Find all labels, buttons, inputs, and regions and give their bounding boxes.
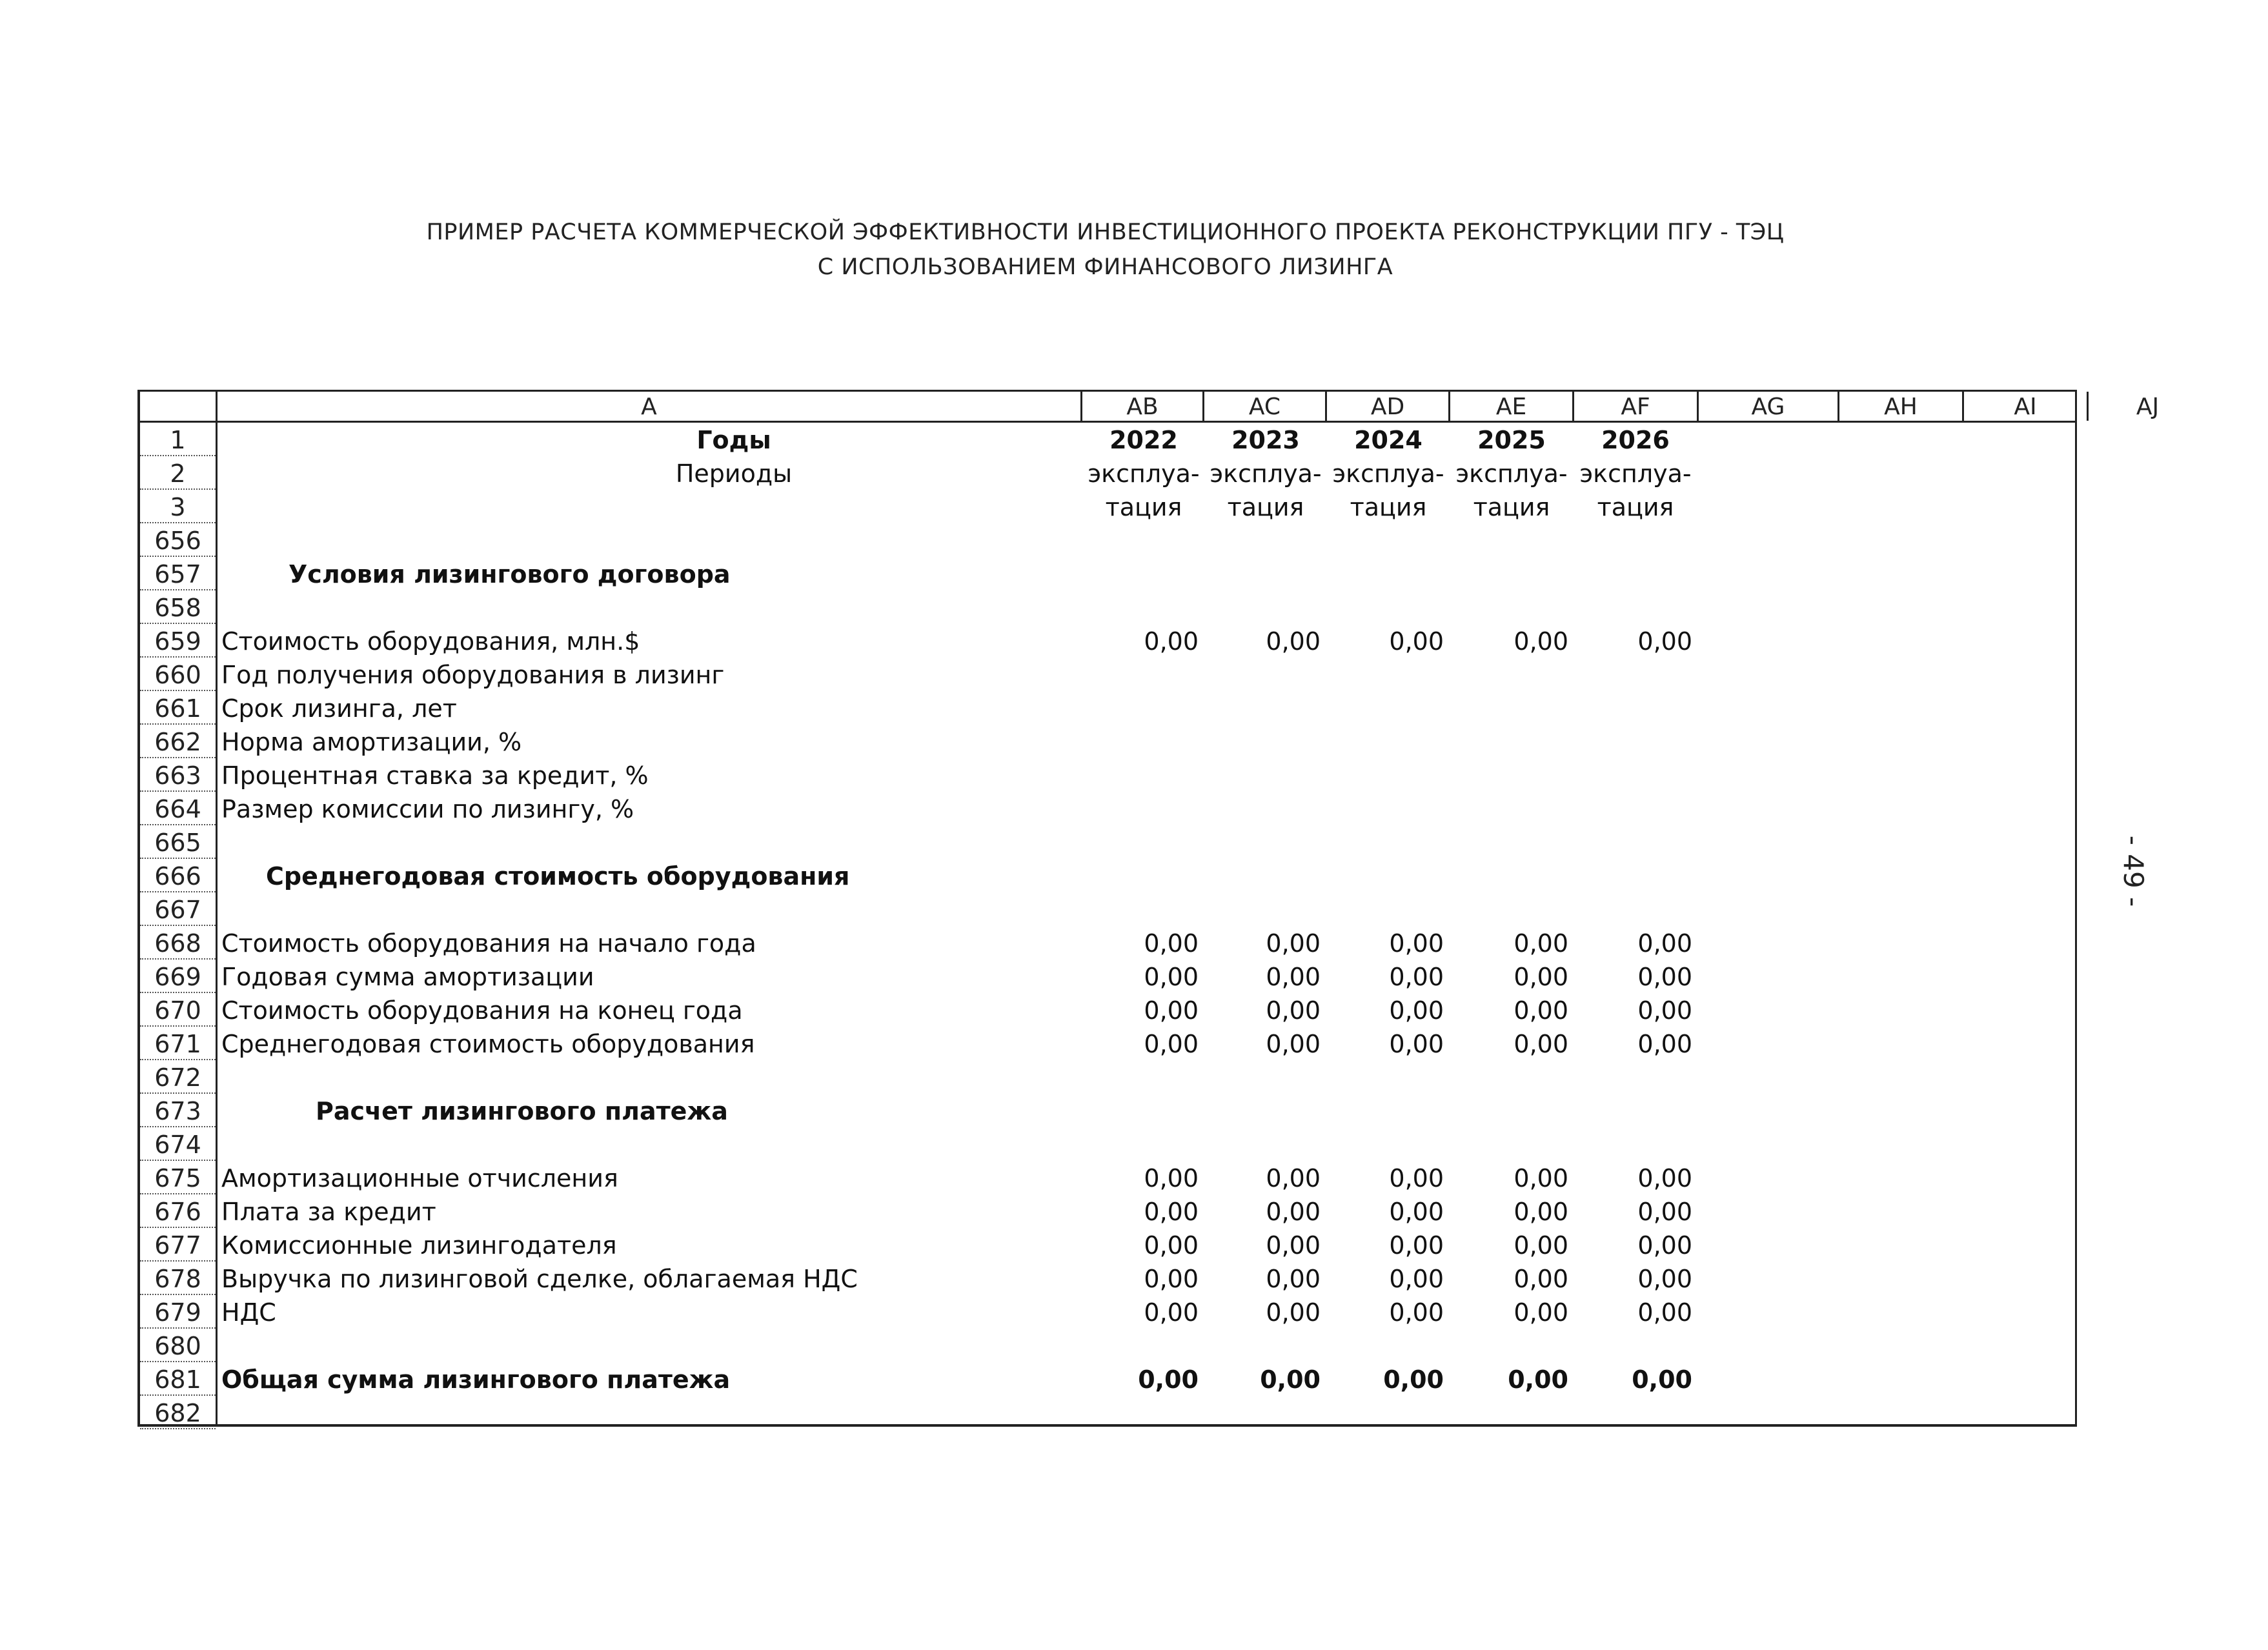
row-number[interactable]: 656 — [140, 523, 216, 557]
total-value-cell[interactable]: 0,00 — [1383, 1365, 1444, 1394]
section-heading-payment: Расчет лизингового платежа — [316, 1097, 728, 1125]
row-number[interactable]: 666 — [140, 859, 216, 892]
document-title — [0, 215, 2211, 285]
row-number[interactable]: 677 — [140, 1228, 216, 1262]
row-number[interactable]: 681 — [140, 1362, 216, 1396]
row-number[interactable]: 662 — [140, 725, 216, 758]
row-number[interactable]: 661 — [140, 691, 216, 725]
row-label: Выручка по лизинговой сделке, облагаемая НДС — [221, 1265, 858, 1293]
row-number[interactable]: 668 — [140, 926, 216, 960]
value-cell[interactable]: 0,00 — [1514, 1164, 1568, 1192]
total-value-cell[interactable]: 0,00 — [1138, 1365, 1199, 1394]
column-header-row — [140, 392, 2160, 423]
row-label: Норма амортизации, % — [221, 728, 522, 756]
column-header-aj[interactable]: AJ — [2136, 394, 2160, 420]
period-line1: эксплуа- — [1210, 459, 1322, 488]
value-cell[interactable]: 0,00 — [1637, 996, 1692, 1025]
value-cell[interactable]: 0,00 — [1637, 929, 1692, 958]
row-number[interactable]: 657 — [140, 557, 216, 590]
row-number[interactable]: 676 — [140, 1194, 216, 1228]
row-number[interactable]: 678 — [140, 1262, 216, 1295]
row-number[interactable]: 664 — [140, 792, 216, 825]
row-label: Стоимость оборудования на начало года — [221, 929, 756, 958]
row-label: Размер комиссии по лизингу, % — [221, 795, 634, 823]
value-cell[interactable]: 0,00 — [1266, 1231, 1321, 1260]
row-number[interactable]: 670 — [140, 993, 216, 1027]
column-header-ai[interactable]: AI — [1964, 392, 2089, 421]
row-number[interactable]: 680 — [140, 1329, 216, 1362]
row-number[interactable]: 665 — [140, 825, 216, 859]
value-cell[interactable]: 0,00 — [1144, 929, 1199, 958]
year-2022: 2022 — [1109, 426, 1178, 454]
period-line1: эксплуа- — [1455, 459, 1568, 488]
column-header-a[interactable]: A — [218, 392, 1082, 421]
value-cell[interactable]: 0,00 — [1514, 963, 1568, 991]
value-cell[interactable]: 0,00 — [1389, 1265, 1444, 1293]
row-number-column — [140, 423, 218, 1427]
value-cell[interactable]: 0,00 — [1144, 1265, 1199, 1293]
row-number[interactable]: 3 — [140, 490, 216, 523]
column-header-ad[interactable]: AD — [1327, 392, 1450, 421]
column-header-ag[interactable]: AG — [1699, 392, 1839, 421]
period-line2: тация — [1105, 493, 1182, 521]
row-label: Годовая сумма амортизации — [221, 963, 594, 991]
column-header-ab[interactable]: AB — [1082, 392, 1204, 421]
value-cell[interactable]: 0,00 — [1144, 1030, 1199, 1058]
row-number[interactable]: 673 — [140, 1094, 216, 1127]
value-cell[interactable]: 0,00 — [1637, 963, 1692, 991]
column-header-ac[interactable]: AC — [1204, 392, 1327, 421]
value-cell[interactable]: 0,00 — [1637, 1164, 1692, 1192]
row-label: Плата за кредит — [221, 1198, 436, 1226]
row-number[interactable]: 1 — [140, 423, 216, 456]
row-label: Стоимость оборудования на конец года — [221, 996, 743, 1025]
value-cell[interactable]: 0,00 — [1266, 1164, 1321, 1192]
year-2024: 2024 — [1354, 426, 1423, 454]
value-cell[interactable]: 0,00 — [1389, 1298, 1444, 1327]
row-number[interactable]: 674 — [140, 1127, 216, 1161]
value-cell[interactable]: 0,00 — [1637, 1231, 1692, 1260]
value-cell[interactable]: 0,00 — [1637, 1265, 1692, 1293]
year-2023: 2023 — [1231, 426, 1300, 454]
period-line2: тация — [1597, 493, 1674, 521]
value-cell[interactable]: 0,00 — [1514, 627, 1568, 656]
section-heading-avg-cost: Среднегодовая стоимость оборудования — [266, 862, 850, 890]
value-cell[interactable]: 0,00 — [1144, 963, 1199, 991]
row-label: Стоимость оборудования, млн.$ — [221, 627, 640, 656]
section-heading-lease-terms: Условия лизингового договора — [289, 560, 731, 589]
value-cell[interactable]: 0,00 — [1389, 929, 1444, 958]
row-number[interactable]: 658 — [140, 590, 216, 624]
row-label: Год получения оборудования в лизинг — [221, 661, 725, 689]
value-cell[interactable]: 0,00 — [1514, 1298, 1568, 1327]
row-number[interactable]: 671 — [140, 1027, 216, 1060]
row-label: Среднегодовая стоимость оборудования — [221, 1030, 755, 1058]
column-header-ah[interactable]: AH — [1839, 392, 1964, 421]
value-cell[interactable]: 0,00 — [1514, 929, 1568, 958]
period-line1: эксплуа- — [1579, 459, 1692, 488]
value-cell[interactable]: 0,00 — [1637, 1298, 1692, 1327]
value-cell[interactable]: 0,00 — [1389, 996, 1444, 1025]
row-label: Срок лизинга, лет — [221, 694, 457, 723]
total-row-label: Общая сумма лизингового платежа — [221, 1365, 731, 1394]
value-cell[interactable]: 0,00 — [1144, 1198, 1199, 1226]
value-cell[interactable]: 0,00 — [1266, 996, 1321, 1025]
years-label: Годы — [696, 426, 771, 454]
row-number[interactable]: 679 — [140, 1295, 216, 1329]
value-cell[interactable]: 0,00 — [1514, 1030, 1568, 1058]
value-cell[interactable]: 0,00 — [1389, 1030, 1444, 1058]
value-cell[interactable]: 0,00 — [1637, 1198, 1692, 1226]
periods-label: Периоды — [675, 459, 793, 488]
page-number: - 49 - — [2118, 835, 2149, 907]
corner-cell[interactable] — [140, 392, 218, 421]
row-number[interactable]: 663 — [140, 758, 216, 792]
total-value-cell[interactable]: 0,00 — [1508, 1365, 1568, 1394]
value-cell[interactable]: 0,00 — [1389, 1198, 1444, 1226]
value-cell[interactable]: 0,00 — [1144, 1164, 1199, 1192]
value-cell[interactable]: 0,00 — [1514, 1198, 1568, 1226]
row-label: Амортизационные отчисления — [221, 1164, 618, 1192]
title-line-1: ПРИМЕР РАСЧЕТА КОММЕРЧЕСКОЙ ЭФФЕКТИВНОСТИ ИНВЕСТИЦИОННОГО ПРОЕКТА РЕКОНСТРУКЦИИ ПГУ - ТЭЦ — [426, 219, 1785, 245]
period-line2: тация — [1473, 493, 1550, 521]
total-value-cell[interactable]: 0,00 — [1260, 1365, 1321, 1394]
column-header-ae[interactable]: AE — [1450, 392, 1574, 421]
row-number[interactable]: 672 — [140, 1060, 216, 1094]
row-number[interactable]: 675 — [140, 1161, 216, 1194]
value-cell[interactable]: 0,00 — [1514, 1265, 1568, 1293]
value-cell[interactable]: 0,00 — [1144, 1231, 1199, 1260]
row-number[interactable]: 660 — [140, 658, 216, 691]
value-cell[interactable]: 0,00 — [1389, 1231, 1444, 1260]
value-cell[interactable]: 0,00 — [1266, 1198, 1321, 1226]
row-number[interactable]: 682 — [140, 1396, 216, 1429]
column-header-af[interactable]: AF — [1574, 392, 1699, 421]
row-label: Комиссионные лизингодателя — [221, 1231, 617, 1260]
value-cell[interactable]: 0,00 — [1266, 1030, 1321, 1058]
row-number[interactable]: 667 — [140, 892, 216, 926]
value-cell[interactable]: 0,00 — [1514, 996, 1568, 1025]
year-2025: 2025 — [1477, 426, 1546, 454]
value-cell[interactable]: 0,00 — [1389, 627, 1444, 656]
value-cell[interactable]: 0,00 — [1389, 963, 1444, 991]
year-2026: 2026 — [1601, 426, 1670, 454]
row-label: НДС — [221, 1298, 276, 1327]
title-line-2: С ИСПОЛЬЗОВАНИЕМ ФИНАНСОВОГО ЛИЗИНГА — [817, 254, 1393, 280]
value-cell[interactable]: 0,00 — [1637, 627, 1692, 656]
period-line2: тация — [1350, 493, 1427, 521]
value-cell[interactable]: 0,00 — [1637, 1030, 1692, 1058]
row-number[interactable]: 2 — [140, 456, 216, 490]
row-label: Процентная ставка за кредит, % — [221, 761, 649, 790]
value-cell[interactable]: 0,00 — [1266, 1298, 1321, 1327]
value-cell[interactable]: 0,00 — [1266, 1265, 1321, 1293]
value-cell[interactable]: 0,00 — [1266, 929, 1321, 958]
period-line1: эксплуа- — [1332, 459, 1444, 488]
period-line2: тация — [1227, 493, 1304, 521]
row-number[interactable]: 659 — [140, 624, 216, 658]
period-line1: эксплуа- — [1088, 459, 1200, 488]
total-value-cell[interactable]: 0,00 — [1632, 1365, 1692, 1394]
value-cell[interactable]: 0,00 — [1144, 627, 1199, 656]
value-cell[interactable]: 0,00 — [1389, 1164, 1444, 1192]
row-number[interactable]: 669 — [140, 960, 216, 993]
value-cell[interactable]: 0,00 — [1514, 1231, 1568, 1260]
value-cell[interactable]: 0,00 — [1144, 996, 1199, 1025]
value-cell[interactable]: 0,00 — [1144, 1298, 1199, 1327]
value-cell[interactable]: 0,00 — [1266, 627, 1321, 656]
value-cell[interactable]: 0,00 — [1266, 963, 1321, 991]
